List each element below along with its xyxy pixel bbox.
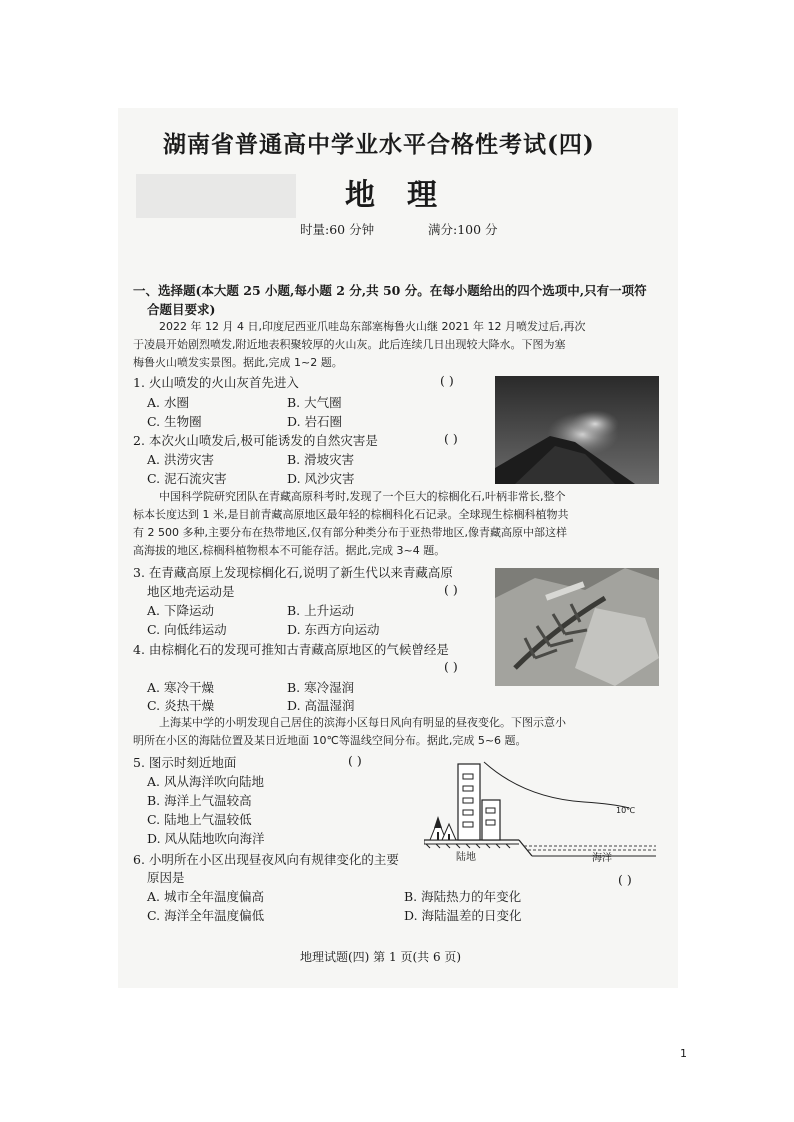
question-4-option-b[interactable]: B. 寒冷湿润 [287,680,355,695]
question-4-stem: 4. 由棕榈化石的发现可推知古青藏高原地区的气候曾经是 [133,642,449,657]
isotherm-label: 10℃ [616,806,636,815]
question-1-option-b[interactable]: B. 大气圈 [287,395,342,410]
question-4-answer-blank[interactable]: ( ) [444,659,458,674]
question-6-stem-line1: 6. 小明所在小区出现昼夜风向有规律变化的主要 [133,852,399,867]
question-2-option-b[interactable]: B. 滑坡灾害 [287,452,355,467]
passage-sea-breeze [133,714,663,750]
question-2-option-a[interactable]: A. 洪涝灾害 [147,452,214,467]
section-heading [133,281,663,319]
question-1-option-a[interactable]: A. 水圈 [147,395,189,410]
question-4-option-a[interactable]: A. 寒冷干燥 [147,680,214,695]
sea-label: 海洋 [592,853,612,864]
question-5-stem: 5. 图示时刻近地面 [133,755,237,770]
question-3-option-a[interactable]: A. 下降运动 [147,603,214,618]
full-score: 满分:100 分 [428,222,498,237]
passage-line: 梅鲁火山喷发实景图。据此,完成 1~2 题。 [133,356,343,369]
subject-title: 地理 [345,178,469,213]
passage-line: 有 2 500 多种,主要分布在热带地区,仅有部分种类分布于亚热带地区,像青藏高原中部这样 [133,526,567,539]
page-footer: 地理试题(四) 第 1 页(共 6 页) [300,950,462,964]
coastline [519,840,532,856]
passage-line: 标本长度达到 1 米,是目前青藏高原地区最年轻的棕榈科化石记录。全球现生棕榈科植物共 [133,508,569,521]
question-2-option-d[interactable]: D. 风沙灾害 [287,471,355,486]
palm-fossil-photo [495,568,659,686]
question-3-option-c[interactable]: C. 向低纬运动 [147,622,227,637]
question-6-option-c[interactable]: C. 海洋全年温度偏低 [147,908,265,923]
exam-title: 湖南省普通高中学业水平合格性考试(四) [163,131,595,158]
question-6-option-b[interactable]: B. 海陆热力的年变化 [404,889,522,904]
question-5-option-d[interactable]: D. 风从陆地吹向海洋 [147,831,265,846]
passage-line: 高海拔的地区,棕榈科植物根本不可能存活。据此,完成 3~4 题。 [133,544,446,557]
question-5-option-a[interactable]: A. 风从海洋吹向陆地 [147,774,264,789]
scan-smudge [136,174,296,218]
question-6-option-d[interactable]: D. 海陆温差的日变化 [404,908,522,923]
question-6-stem-line2: 原因是 [147,870,185,885]
question-6-answer-blank[interactable]: ( ) [618,872,632,887]
question-2-stem: 2. 本次火山喷发后,极可能诱发的自然灾害是 [133,433,378,448]
section-heading-line1: 一、选择题(本大题 25 小题,每小题 2 分,共 50 分。在每小题给出的四个选项中,只有一项符 [133,283,647,298]
passage-line: 上海某中学的小明发现自己居住的滨海小区每日风向有明显的昼夜变化。下图示意小 [159,716,566,729]
question-3-stem-line1: 3. 在青藏高原上发现棕榈化石,说明了新生代以来青藏高原 [133,565,453,580]
passage-line: 2022 年 12 月 4 日,印度尼西亚爪哇岛东部塞梅鲁火山继 2021 年 12 月喷发过后,再次 [159,320,586,333]
passage-line: 中国科学院研究团队在青藏高原科考时,发现了一个巨大的棕榈化石,叶柄非常长,整个 [159,490,566,503]
passage-line: 明所在小区的海陆位置及某日近地面 10℃等温线空间分布。据此,完成 5~6 题。 [133,734,527,747]
tall-building [458,764,480,840]
passage-palm-fossil [133,488,663,560]
passage-volcano [133,318,663,372]
passage-line: 于凌晨开始剧烈喷发,附近地表积聚较厚的火山灰。此后连续几日出现较大降水。下图为塞 [133,338,566,351]
question-1-answer-blank[interactable]: ( ) [440,373,454,388]
isotherm-line [484,762,629,808]
land-label: 陆地 [456,852,476,863]
question-6-option-a[interactable]: A. 城市全年温度偏高 [147,889,264,904]
question-1-option-d[interactable]: D. 岩石圈 [287,414,343,429]
question-1-option-c[interactable]: C. 生物圈 [147,414,202,429]
question-4-option-c[interactable]: C. 炎热干燥 [147,698,215,713]
page-number: 1 [680,1047,687,1060]
volcano-illustration [495,376,659,484]
section-heading-line2: 合题目要求) [147,302,216,317]
volcano-photo [495,376,659,484]
question-4-option-d[interactable]: D. 高温湿润 [287,698,355,713]
question-2-option-c[interactable]: C. 泥石流灾害 [147,471,227,486]
question-5-option-c[interactable]: C. 陆地上气温较低 [147,812,252,827]
question-5-answer-blank[interactable]: ( ) [348,753,362,768]
sea-land-isotherm-diagram [424,758,664,864]
question-3-option-b[interactable]: B. 上升运动 [287,603,355,618]
question-5-option-b[interactable]: B. 海洋上气温较高 [147,793,252,808]
fossil-illustration [495,568,659,686]
question-3-answer-blank[interactable]: ( ) [444,582,458,597]
question-1-stem: 1. 火山喷发的火山灰首先进入 [133,375,299,390]
question-3-stem-line2: 地区地壳运动是 [147,584,235,599]
question-3-option-d[interactable]: D. 东西方向运动 [287,622,380,637]
time-limit: 时量:60 分钟 [300,222,375,237]
question-2-answer-blank[interactable]: ( ) [444,431,458,446]
